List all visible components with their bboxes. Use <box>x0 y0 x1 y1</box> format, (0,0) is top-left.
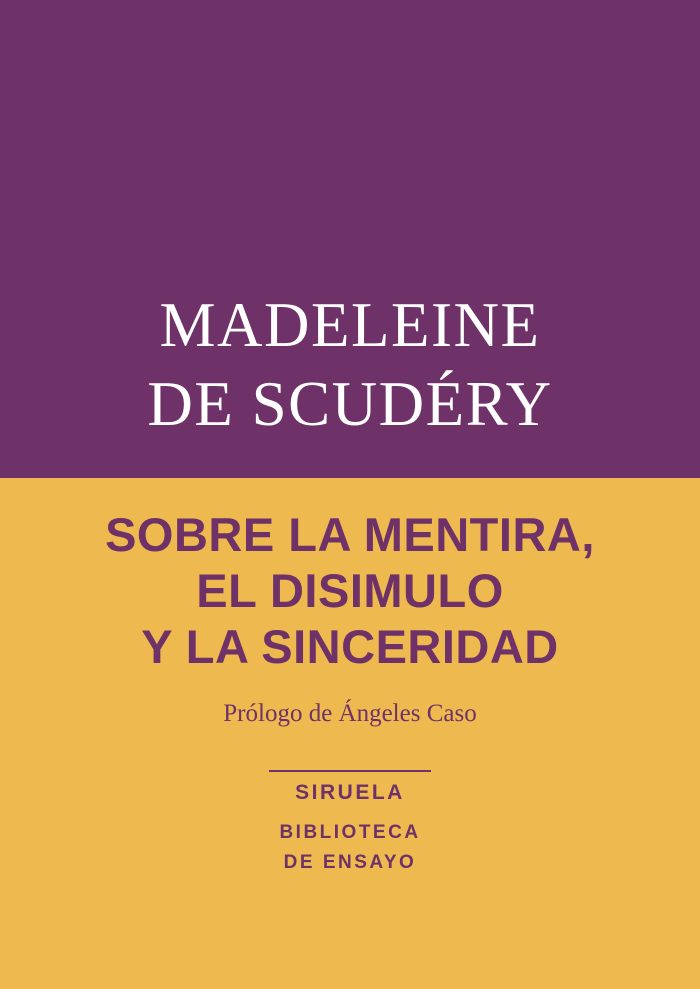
author-name-line-1: MADELEINE <box>159 290 541 360</box>
publisher-name: SIRUELA <box>295 781 405 804</box>
book-title <box>0 507 700 675</box>
author-name-line-2: DE SCUDÉRY <box>147 369 553 439</box>
book-title-line-1: SOBRE LA MENTIRA, <box>105 508 595 561</box>
collection-name-line-2: DE ENSAYO <box>283 852 417 873</box>
book-title-line-3: Y LA SINCERIDAD <box>141 620 559 673</box>
collection-name-line-1: BIBLIOTECA <box>279 822 421 843</box>
prologue-credit: Prólogo de Ángeles Caso <box>223 700 477 727</box>
author-name <box>0 286 700 444</box>
publisher-divider-rule <box>269 770 431 772</box>
book-title-line-2: EL DISIMULO <box>196 564 504 617</box>
publisher-block <box>0 770 700 878</box>
